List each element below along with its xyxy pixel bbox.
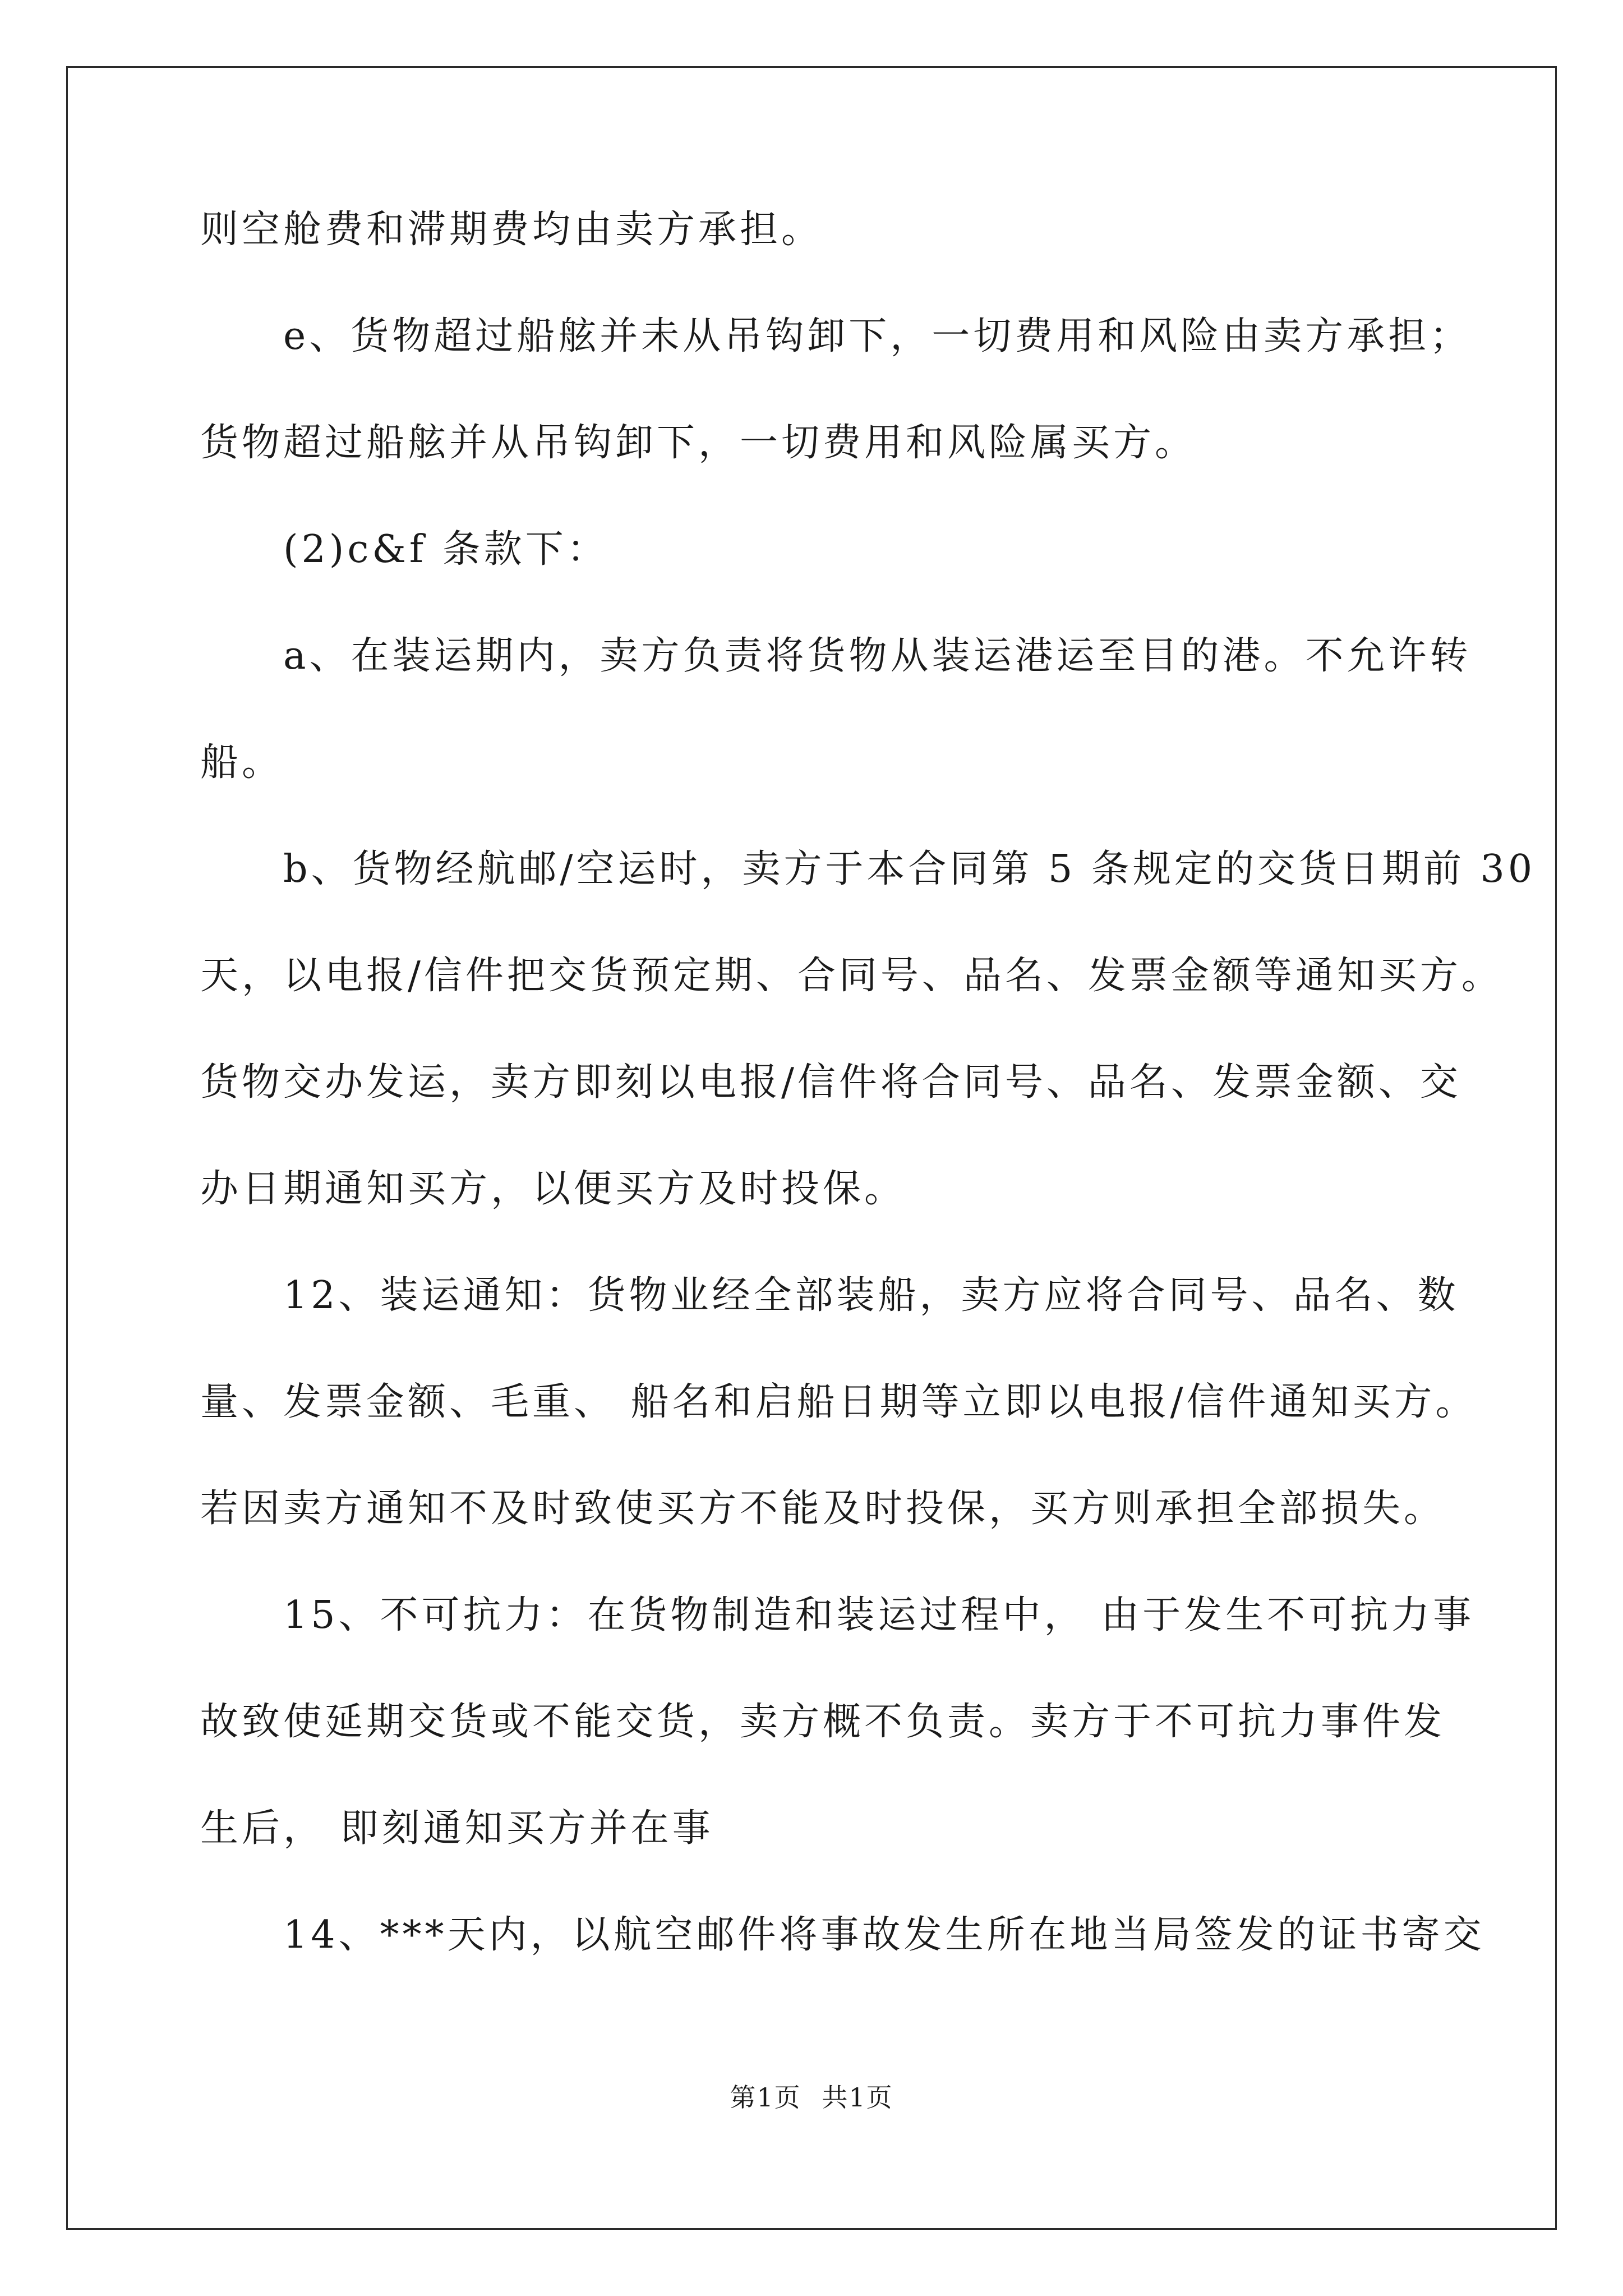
text-line: 则空舱费和滞期费均由卖方承担。 [200,208,823,252]
text-line: 天，以电报/信件把交货预定期、合同号、品名、发票金额等通知买方。 [200,954,1503,998]
page-total: 共1页 [822,2082,893,2113]
text-line: 船。 [200,740,284,785]
text-line: (2)c&f 条款下： [200,527,608,572]
text-line: 15、不可抗力：在货物制造和装运过程中， 由于发生不可抗力事 [200,1593,1475,1637]
page-border [66,66,1557,2230]
text-line: 量、发票金额、毛重、 船名和启船日期等立即以电报/信件通知买方。 [200,1380,1477,1424]
text-line: 14、***天内，以航空邮件将事故发生所在地当局签发的证书寄交 [200,1913,1485,1957]
text-line: a、在装运期内，卖方负责将货物从装运港运至目的港。不允许转 [200,634,1472,678]
page-footer [0,2081,1623,2114]
text-line: e、货物超过船舷并未从吊钩卸下，一切费用和风险由卖方承担； [200,314,1472,358]
text-line: 12、装运通知：货物业经全部装船，卖方应将合同号、品名、数 [200,1273,1459,1318]
text-line: 货物超过船舷并从吊钩卸下，一切费用和风险属买方。 [200,421,1197,465]
page-number: 第1页 [730,2082,801,2113]
text-line: 若因卖方通知不及时致使买方不能及时投保，买方则承担全部损失。 [200,1487,1446,1531]
text-line: b、货物经航邮/空运时，卖方于本合同第 5 条规定的交货日期前 30 [200,847,1536,891]
text-line: 办日期通知买方，以便买方及时投保。 [200,1167,906,1211]
text-line: 货物交办发运，卖方即刻以电报/信件将合同号、品名、发票金额、交 [200,1060,1461,1105]
text-line: 生后， 即刻通知买方并在事 [200,1806,714,1851]
text-line: 故致使延期交货或不能交货，卖方概不负责。卖方于不可抗力事件发 [200,1700,1446,1744]
